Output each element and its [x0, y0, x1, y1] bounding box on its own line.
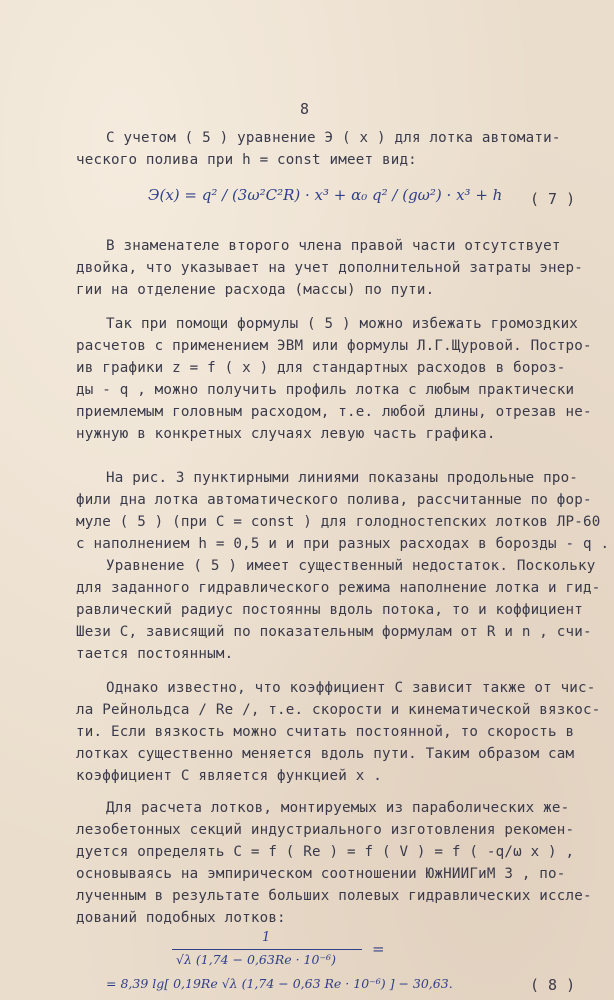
page-number: 8	[300, 100, 310, 118]
equation-7: Э(x) = q² / (3ω²C²R) · x³ + α₀ q² / (gω²) · x³ + h	[148, 186, 503, 204]
equation-8-numerator: 1	[262, 930, 271, 945]
text-line: расчетов с применением ЭВМ или формулы Л.Г.Щуровой. Постро-	[76, 338, 592, 354]
text-line: лезобетонных секций индустриального изготовления рекомен-	[76, 822, 575, 838]
text-line: основываясь на эмпирическом соотношении ЮжНИИГиМ 3 , по-	[76, 866, 566, 882]
text-line: для заданного гидравлического режима наполнение лотка и гид-	[76, 580, 601, 596]
text-line: тается постоянным.	[76, 646, 234, 662]
text-line: С учетом ( 5 ) уравнение Э ( x ) для лотка автомати-	[106, 130, 561, 146]
text-line: с наполнением h = 0,5 и и при разных расходах в борозды - q .	[76, 536, 610, 552]
text-line: лученным в результате больших полевых гидравлических иссле-	[76, 888, 592, 904]
text-line: двойка, что указывает на учет дополнительной затраты энер-	[76, 260, 584, 276]
text-line: нужную в конкретных случаях левую часть графика.	[76, 426, 496, 442]
text-line: приемлемым головным расходом, т.е. любой длины, отрезав не-	[76, 404, 592, 420]
equation-8-expression: = 8,39 lg[ 0,19Re √λ (1,74 − 0,63 Re · 10⁻⁶) ] − 30,63.	[106, 976, 453, 991]
text-line: гии на отделение расхода (массы) по пути.	[76, 282, 435, 298]
text-line: равлический радиус постоянны вдоль потока, то и коффициент	[76, 602, 584, 618]
equation-7-number: ( 7 )	[530, 190, 576, 208]
text-line: ти. Если вязкость можно считать постоянной, то скорость в	[76, 724, 575, 740]
text-line: ческого полива при h = const имеет вид:	[76, 152, 417, 168]
text-line: Однако известно, что коэффициент С зависит также от чис-	[106, 680, 596, 696]
text-line: Так при помощи формулы ( 5 ) можно избежать громоздких	[106, 316, 579, 332]
equation-8-fraction-bar	[172, 949, 362, 950]
equation-8-number: ( 8 )	[530, 976, 576, 994]
equation-8-equals: =	[372, 940, 385, 958]
text-line: лотках существенно меняется вдоль пути. Таким образом сам	[76, 746, 575, 762]
text-line: ды - q , можно получить профиль лотка с любым практически	[76, 382, 575, 398]
equation-8-denominator: √λ (1,74 − 0,63Re · 10⁻⁶)	[176, 952, 336, 967]
text-line: дуется определять С = f ( Re ) = f ( V ) = f ( -q/ω x ) ,	[76, 844, 575, 860]
text-line: ив графики z = f ( x ) для стандартных расходов в бороз-	[76, 360, 566, 376]
text-line: коэффициент С является функцией x .	[76, 768, 382, 784]
text-line: муле ( 5 ) (при С = const ) для голодностепских лотков ЛР-60	[76, 514, 601, 530]
text-line: Для расчета лотков, монтируемых из параболических же-	[106, 800, 570, 816]
text-line: ла Рейнольдса / Re /, т.е. скорости и кинематической вязкос-	[76, 702, 601, 718]
text-line: дований подобных лотков:	[76, 910, 286, 926]
text-line: Шези С, зависящий по показательным формулам от R и n , счи-	[76, 624, 592, 640]
text-line: На рис. 3 пунктирными линиями показаны продольные про-	[106, 470, 579, 486]
text-line: Уравнение ( 5 ) имеет существенный недостаток. Поскольку	[106, 558, 596, 574]
text-line: В знаменателе второго члена правой части отсутствует	[106, 238, 561, 254]
text-line: фили дна лотка автоматического полива, рассчитанные по фор-	[76, 492, 592, 508]
